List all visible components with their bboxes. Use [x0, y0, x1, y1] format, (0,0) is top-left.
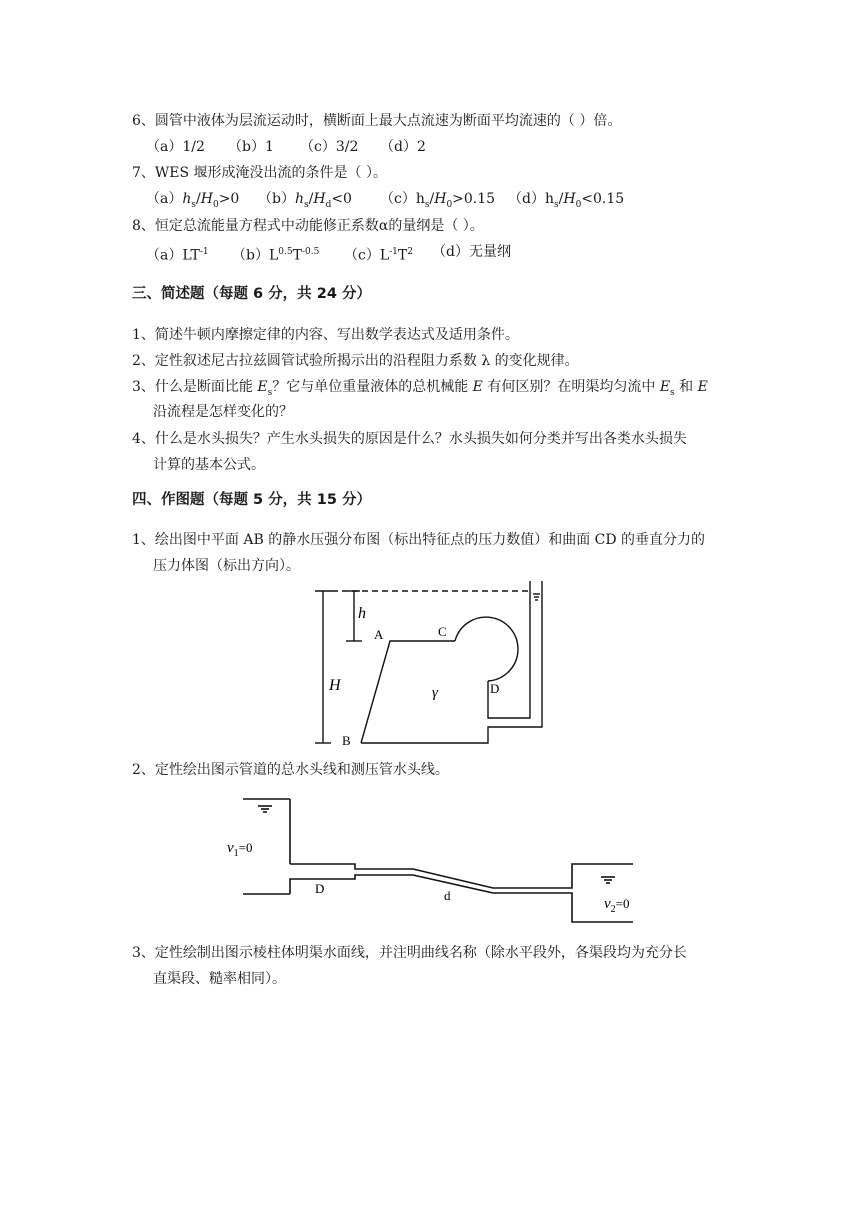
section-3-question-2: 2、定性叙述尼古拉兹圆管试验所揭示出的沿程阻力系数 λ 的变化规律。 [132, 353, 579, 369]
section-4-heading: 四、作图题（每题 5 分，共 15 分） [132, 492, 371, 508]
section-4-question-1-line-2: 压力体图（标出方向）。 [153, 558, 300, 574]
question-7-stem: 7、WES 堰形成淹没出流的条件是（ ）。 [132, 165, 388, 181]
question-8-option-d: （d）无量纲 [432, 244, 511, 260]
question-8-stem: 8、恒定总流能量方程式中动能修正系数α的量纲是（ ）。 [132, 218, 484, 234]
figure-1-label-h: h [358, 605, 366, 622]
section-3-question-4-line-2: 计算的基本公式。 [153, 457, 265, 473]
question-7-option-b: $(b)h_s/H_d<0$ [258, 191, 352, 210]
question-8-option-c: $(c)L^{-1}T^2$ [344, 247, 413, 264]
figure-1-label-A: A [374, 627, 384, 642]
figure-1-label-B: B [342, 733, 351, 748]
section-4-question-3-line-1: 3、定性绘制出图示棱柱体明渠水面线，并注明曲线名称（除水平段外，各渠段均为充分长 [132, 945, 687, 961]
question-6-option-d: （d）2 [380, 139, 426, 155]
question-6-option-a: （a）1/2 [146, 139, 205, 155]
question-7-option-d: $(d)h_s/H_0<0.15$ [508, 191, 625, 210]
question-7-option-c: $(c)h_s/H_0>0.15$ [380, 191, 496, 210]
figure-1-label-H: H [329, 677, 341, 694]
section-3-question-3-line-2: 沿流程是怎样变化的？ [153, 404, 293, 420]
section-3-question-1: 1、简述牛顿内摩擦定律的内容、写出数学表达式及适用条件。 [132, 327, 519, 343]
question-7-option-a: $(a)h_s/H_0>0$ [146, 191, 240, 210]
figure-1-label-C: C [438, 624, 447, 639]
figure-1-label-gamma: γ [432, 685, 438, 701]
section-3-heading: 三、简述题（每题 6 分，共 24 分） [132, 286, 371, 302]
section-3-question-3-line-1: 3、什么是断面比能 $E_s$？它与单位重量液体的总机械能 E 有何区别？在明渠均匀流中 $E_s$ 和 E [132, 379, 708, 398]
figure-2-label-D: D [315, 881, 325, 896]
question-6-option-c: （c）3/2 [300, 139, 359, 155]
section-4-question-2: 2、定性绘出图示管道的总水头线和测压管水头线。 [132, 762, 449, 778]
section-4-question-1-line-1: 1、绘出图中平面 AB 的静水压强分布图（标出特征点的压力数值）和曲面 CD 的垂直分力的 [132, 532, 706, 548]
question-6-stem: 6、圆管中液体为层流运动时，横断面上最大点流速为断面平均流速的（ ）倍。 [132, 113, 622, 129]
figure-2-label-v1: $v_1=0$ [227, 840, 253, 859]
question-8-option-b: $(b)L^{0.5}T^{-0.5}$ [232, 247, 320, 264]
question-6-option-b: （b）1 [228, 139, 274, 155]
figure-1-label-D: D [490, 681, 500, 696]
question-8-option-a: $(a)LT^{-1}$ [146, 247, 209, 264]
section-4-question-3-line-2: 直渠段、糙率相同）。 [153, 971, 286, 987]
figure-2-label-d: d [444, 888, 451, 903]
section-3-question-4-line-1: 4、什么是水头损失？产生水头损失的原因是什么？水头损失如何分类并写出各类水头损失 [132, 431, 687, 447]
figure-2-label-v2: $v_2=0$ [604, 896, 630, 915]
